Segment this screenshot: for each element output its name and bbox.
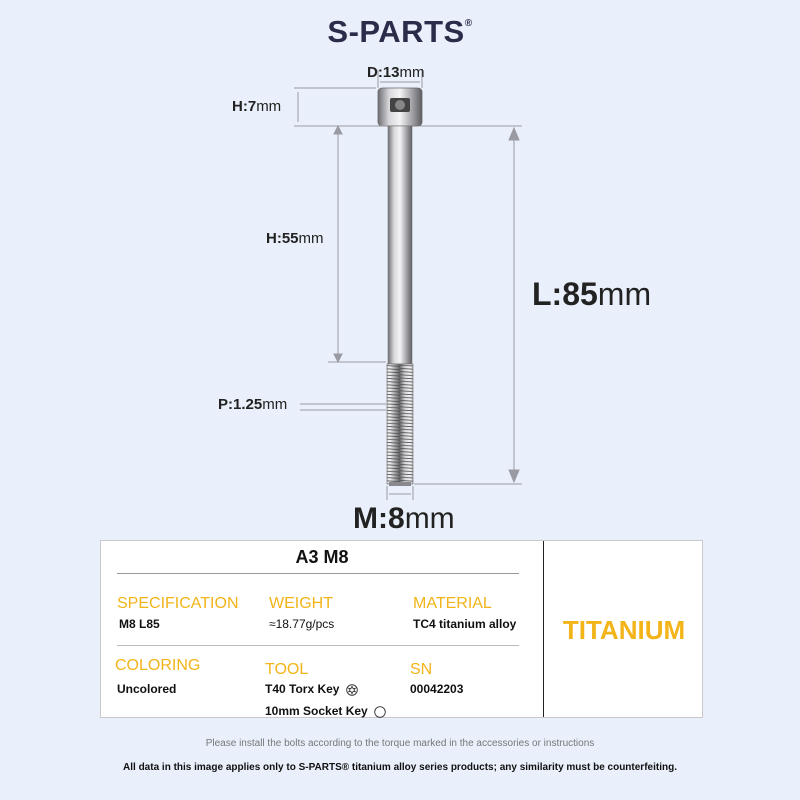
divider — [117, 645, 519, 646]
model-title: A3 M8 — [295, 547, 349, 567]
tool-value-torx: T40 Torx Key — [265, 682, 358, 696]
dimension-head-height: H:7mm — [232, 98, 282, 115]
bolt-head — [378, 88, 422, 126]
specification-value: M8 L85 — [119, 617, 160, 631]
dimension-shank-height: H:55mm — [266, 230, 324, 247]
weight-value: ≈18.77g/pcs — [269, 617, 335, 631]
torx-icon — [346, 684, 358, 696]
dimension-head-diameter: D:13mm — [367, 64, 425, 81]
weight-label: WEIGHT — [269, 595, 333, 612]
specification-label: SPECIFICATION — [117, 595, 239, 612]
sn-value: 00042203 — [410, 682, 464, 696]
divider — [543, 541, 544, 717]
titanium-badge: TITANIUM — [562, 615, 686, 645]
sn-label: SN — [410, 661, 433, 678]
disclaimer-note: All data in this image applies only to S-PARTS® titanium alloy series products; any similarity must be counterfeiting. — [123, 762, 677, 773]
socket-icon — [374, 706, 386, 718]
install-note: Please install the bolts according to the torque marked in the accessories or instructions — [205, 738, 595, 749]
tool-label: TOOL — [265, 661, 309, 678]
material-label: MATERIAL — [413, 595, 492, 612]
brand-logo: S-PARTS® — [327, 14, 473, 49]
dimension-pitch: P:1.25mm — [218, 396, 288, 413]
coloring-value: Uncolored — [117, 682, 177, 696]
dimension-thread: M:8mm — [353, 502, 455, 535]
material-value: TC4 titanium alloy — [413, 617, 517, 631]
bolt-thread — [387, 364, 413, 484]
coloring-label: COLORING — [115, 657, 201, 674]
tool-value-socket: 10mm Socket Key — [265, 704, 386, 718]
spec-card — [100, 540, 703, 718]
dimension-length: L:85mm — [532, 276, 652, 312]
bolt-shank — [388, 126, 412, 364]
divider — [117, 573, 519, 574]
